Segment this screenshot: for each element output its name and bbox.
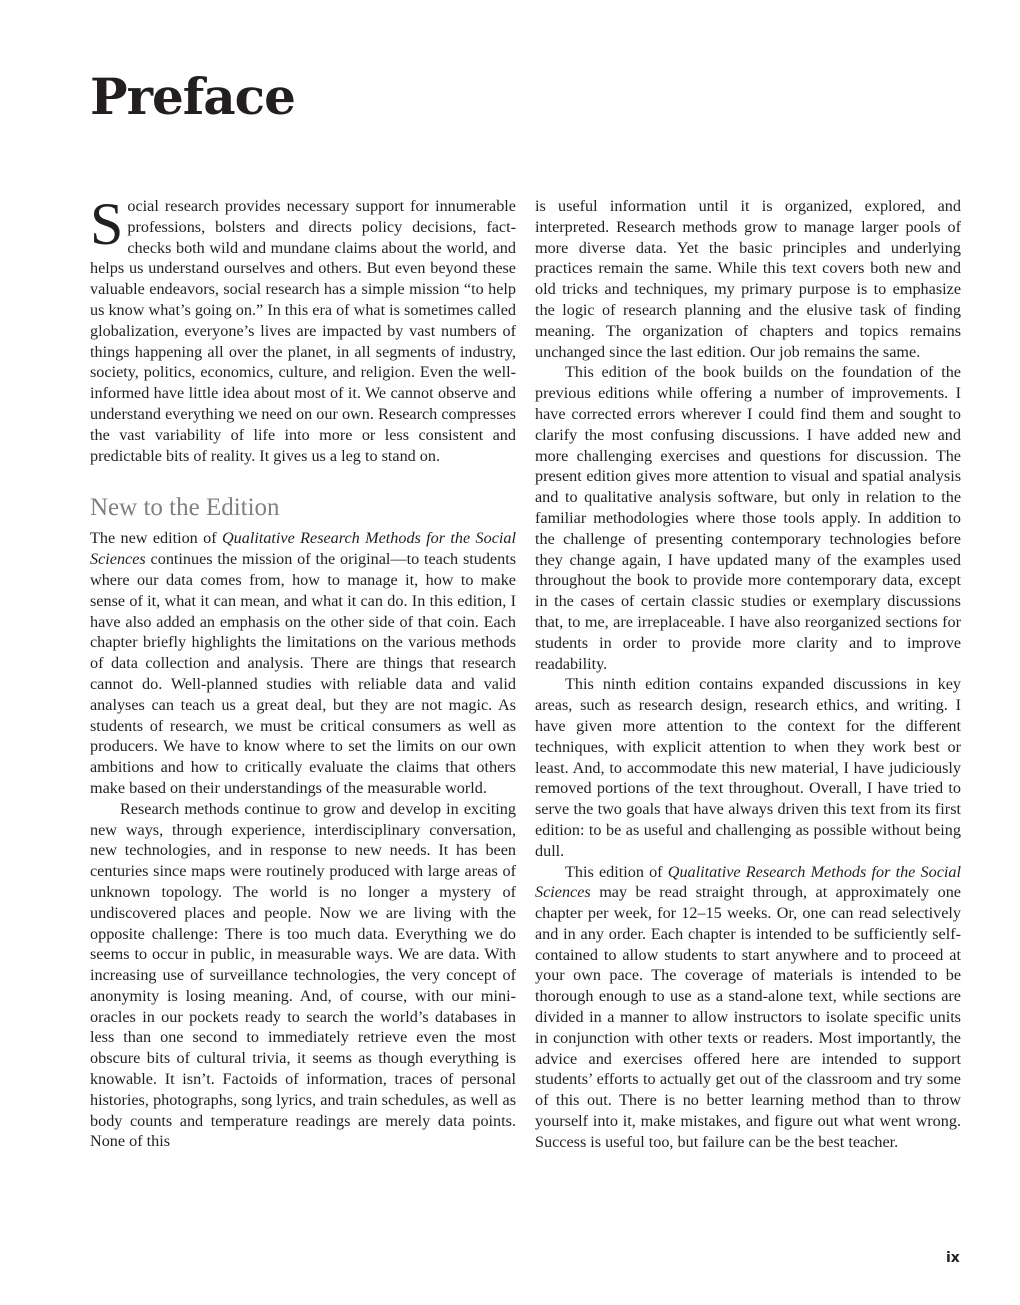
paragraph-text: This edition of (565, 862, 668, 881)
book-title: Qualitative Research Methods for the Social Sciences (90, 529, 516, 569)
page-title: Preface (90, 67, 295, 126)
intro-text: ocial research provides necessary support for innumerable professions, bolsters and directs policy decisions, fact-checks both wild and mundane claims about the world, and helps us understand ourselves and others. But even beyond these valuable endeavors, social research has a simple mission “to help us know what’s going on.” In this era of what is sometimes called globalization, everyone’s lives are impacted by vast numbers of things happening all over the planet, in all segments of industry, society, politics, economics, culture, and religion. Even the well-informed have little idea about most of it. We cannot observe and understand everything we need on our own. Research compresses the vast variability of life into more or less consistent and predictable bits of reality. It gives us a leg to stand on. (90, 197, 516, 465)
edition-paragraph-3: This edition of the book builds on the foundation of the previous editions while offering a number of improvements. I have corrected errors wherever I could find them and sought to clarify the most confusing discussions. I have added new and more challenging exercises and questions for discussion. The present edition gives more attention to visual and spatial analysis and to qualitative analysis software, but only in relation to the familiar methodologies where those tools apply. In addition to the challenge of presenting contemporary technologies before they change again, I have updated many of the examples used throughout the book to provide more contemporary data, except in the cases of certain classic studies or exemplary discussions that, to me, are irreplaceable. I have also reorganized sections for students in order to provide more clarity and to improve readability. (535, 363, 961, 673)
edition-paragraph-1 (90, 528, 516, 798)
intro-paragraph (90, 191, 516, 466)
paragraph-text: may be read straight through, at approximately one chapter per week, for 12–15 weeks. Or, one can read selectively and in any order. Each chapter is intended to be sufficiently self-contained to allow students to start anywhere and to proceed at your own pace. The coverage of materials is intended to be thorough enough to use as a stand-alone text, while sections are divided in a manner to allow instructors to isolate specific units in conjunction with other texts or readers. Most importantly, the advice and exercises offered here are intended to support students’ efforts to actually get out of the classroom and try some of this out. There is no better learning method than to throw yourself into it, make mistakes, and figure out what went wrong. Success is useful too, but failure can be the best teacher. (535, 883, 961, 1151)
page-number: ix (946, 1250, 960, 1266)
edition-paragraph-5 (535, 862, 961, 1153)
section-heading: New to the Edition (90, 494, 280, 522)
drop-cap: S (90, 191, 124, 257)
paragraph-text: continues the mission of the original—to teach students where our data comes from, how to manage it, how to make sense of it, what it can mean, and what it can do. In this edition, I have also added an emphasis on the other side of that coin. Each chapter briefly highlights the limitations on the various methods of data collection and analysis. There are things that research cannot do. Well-planned studies with reliable data and valid analyses can teach us a great deal, but they are not magic. As students of research, we must be critical consumers as well as producers. We have to know where to set the limits on our own ambitions and how to critically evaluate the claims that others make based on their understandings of the measurable world. (90, 550, 516, 797)
edition-paragraph-2-end: is useful information until it is organized, explored, and interpreted. Research methods grow to manage larger pools of more diverse data. Yet the basic principles and underlying practices remain the same. While this text covers both new and old tricks and techniques, my primary purpose is to emphasize the logic of research planning and the elusive task of finding meaning. The organization of chapters and topics remains unchanged since the last edition. Our job remains the same. (535, 197, 961, 361)
paragraph-text: The new edition of (90, 529, 222, 548)
left-column (90, 191, 516, 1152)
right-column (535, 196, 961, 1153)
book-title: Qualitative Research Methods for the Social Sciences (535, 862, 961, 902)
edition-paragraph-4: This ninth edition contains expanded discussions in key areas, such as research design, research ethics, and writing. I have given more attention to the context for the different techniques, with explicit attention to when they work best or least. And, to accommodate this new material, I have judiciously removed portions of the text throughout. Overall, I have tried to serve the two goals that have always driven this text from its first edition: to be as useful and challenging as possible without being dull. (535, 675, 961, 860)
edition-paragraph-2-start: Research methods continue to grow and develop in exciting new ways, through experience, interdisciplinary conversation, new technologies, and in response to new needs. It has been centuries since maps were routinely produced with large areas of unknown topology. The world is no longer a mystery of undiscovered places and people. Now we are living with the opposite challenge: There is too much data. Everything we do seems to occur in public, in measurable ways. We are data. With increasing use of surveillance technologies, the very concept of anonymity is losing meaning. And, of course, with our mini-oracles in our pockets ready to search the world’s databases in less than one second to immediately retrieve even the most obscure bits of cultural trivia, it seems as though everything is knowable. It isn’t. Factoids of information, traces of personal histories, photographs, song lyrics, and train schedules, as well as body counts and temperature readings are merely data points. None of this (90, 799, 516, 1151)
